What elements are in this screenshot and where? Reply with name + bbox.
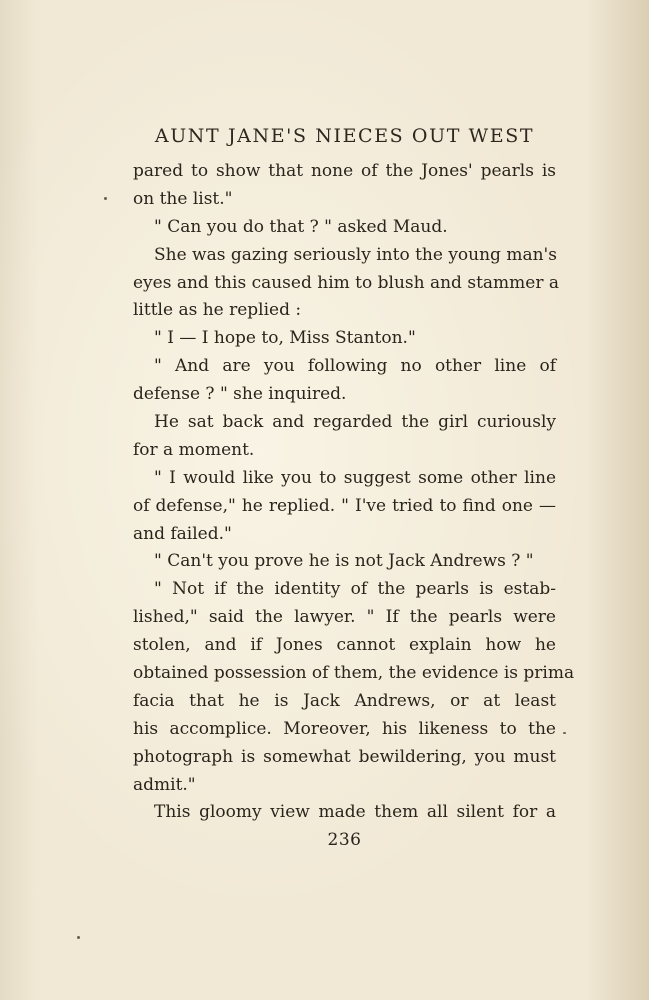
text-line: pared to show that none of the Jones' pearls is — [133, 161, 556, 181]
text-line: admit." — [133, 774, 196, 795]
text-line: little as he replied : — [133, 300, 302, 321]
text-line: of defense," he replied. " I've tried to find one — — [133, 495, 556, 516]
text-line: and failed." — [133, 523, 232, 544]
page-number: 236 — [327, 830, 362, 850]
text-line: This gloomy view made them all silent for a — [154, 802, 556, 823]
text-line: photograph is somewhat bewildering, you must — [133, 746, 556, 767]
text-line: stolen, and if Jones cannot explain how he — [133, 635, 556, 656]
text-line: his accomplice. Moreover, his likeness to the — [133, 718, 556, 739]
text-line: lished," said the lawyer. " If the pearls were — [133, 607, 556, 628]
text-line: " And are you following no other line of — [154, 356, 556, 377]
text-line: " I — I hope to, Miss Stanton." — [154, 328, 416, 349]
paper-speck — [104, 197, 107, 200]
text-line: He sat back and regarded the girl curiously — [154, 412, 556, 433]
text-line: for a moment. — [133, 439, 255, 460]
text-line: She was gazing seriously into the young man's — [154, 244, 557, 265]
text-line: " Can you do that ? " asked Maud. — [154, 216, 448, 237]
text-line: " Can't you prove he is not Jack Andrews ? " — [154, 551, 534, 572]
text-line: " Not if the identity of the pearls is estab- — [154, 579, 556, 600]
running-head: AUNT JANE'S NIECES OUT WEST — [154, 125, 535, 147]
paper-speck — [563, 732, 566, 734]
text-line: obtained possession of them, the evidence is prima — [133, 663, 575, 684]
body-text — [133, 158, 575, 827]
text-line: facia that he is Jack Andrews, or at least — [133, 690, 556, 711]
paper-speck — [77, 936, 80, 939]
text-line: " I would like you to suggest some other line — [154, 467, 556, 488]
text-line: on the list." — [133, 188, 233, 209]
text-line: defense ? " she inquired. — [133, 384, 347, 405]
text-line: eyes and this caused him to blush and stammer a — [133, 272, 559, 293]
